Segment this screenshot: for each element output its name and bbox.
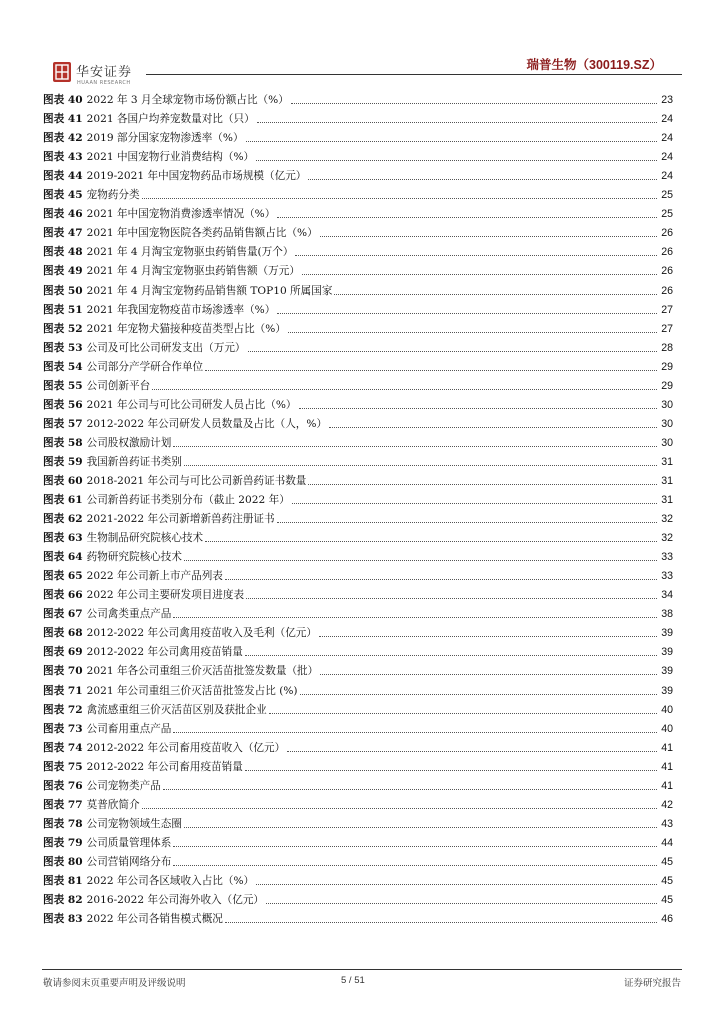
toc-entry[interactable] [43,412,673,431]
toc-entry-page: 33 [661,551,673,564]
toc-dot-leader [287,750,657,752]
toc-entry[interactable] [43,717,673,736]
toc-entry-title: 2021 年宠物犬猫接种疫苗类型占比（%） [86,322,286,335]
toc-entry-title: 2021-2022 年公司新增新兽药注册证书 [86,513,275,526]
toc-entry[interactable] [43,678,673,697]
toc-entry-label: 图表 53 [43,341,83,354]
figure-index [43,88,673,926]
toc-entry-page: 41 [661,760,673,773]
toc-dot-leader [184,559,657,561]
toc-entry-page: 45 [661,894,673,907]
toc-entry-title: 2012-2022 年公司禽用疫苗销量 [86,646,243,659]
toc-entry-page: 26 [661,284,673,297]
toc-entry-label: 图表 75 [43,760,83,773]
toc-dot-leader [295,254,657,256]
toc-dot-leader [163,788,657,790]
toc-entry[interactable] [43,88,673,107]
toc-entry-title: 2021 年公司重组三价灭活苗批签发占比 (%) [86,684,298,697]
page-header [0,0,724,90]
toc-entry-label: 图表 73 [43,722,83,735]
toc-entry-label: 图表 77 [43,798,83,811]
toc-entry-page: 32 [661,513,673,526]
toc-entry-label: 图表 57 [43,417,83,430]
toc-entry[interactable] [43,431,673,450]
toc-entry-label: 图表 78 [43,817,83,830]
toc-entry-title: 禽流感重组三价灭活苗区别及获批企业 [86,703,267,716]
toc-entry-page: 44 [661,836,673,849]
toc-entry-page: 46 [661,913,673,926]
toc-entry[interactable] [43,888,673,907]
toc-entry-page: 32 [661,532,673,545]
toc-entry-page: 33 [661,570,673,583]
toc-entry-label: 图表 51 [43,303,83,316]
toc-entry-title: 2012-2022 年公司畜用疫苗收入（亿元） [86,741,286,754]
toc-entry-page: 27 [661,322,673,335]
toc-entry[interactable] [43,869,673,888]
toc-dot-leader [308,178,657,180]
toc-entry-label: 图表 81 [43,874,83,887]
toc-entry-title: 2021 年 4 月淘宝宠物驱虫药销售量(万个） [86,246,294,259]
toc-entry-page: 45 [661,874,673,887]
toc-entry[interactable] [43,793,673,812]
toc-dot-leader [142,807,657,809]
toc-entry[interactable] [43,393,673,412]
toc-entry[interactable] [43,583,673,602]
page-number: 5 / 51 [341,975,365,986]
toc-entry-page: 28 [661,341,673,354]
toc-entry-title: 2022 年 3 月全球宠物市场份额占比（%） [86,94,289,107]
toc-dot-leader [184,826,657,828]
toc-entry[interactable] [43,640,673,659]
toc-dot-leader [277,312,657,314]
toc-entry-page: 26 [661,246,673,259]
toc-entry-title: 2022 年公司新上市产品列表 [86,570,223,583]
toc-entry-label: 图表 44 [43,170,83,183]
toc-dot-leader [320,235,657,237]
toc-entry[interactable] [43,107,673,126]
toc-dot-leader [277,216,657,218]
toc-entry-title: 公司宠物领域生态圈 [86,817,182,830]
toc-entry-label: 图表 42 [43,132,83,145]
toc-entry[interactable] [43,355,673,374]
toc-entry-label: 图表 54 [43,360,83,373]
stock-code: （300119.SZ） [576,58,662,72]
toc-entry[interactable] [43,336,673,355]
toc-entry-label: 图表 50 [43,284,83,297]
company-title [527,55,662,73]
toc-entry-title: 2021 年中国宠物医院各类药品销售额占比（%） [86,227,318,240]
toc-entry-label: 图表 62 [43,513,83,526]
toc-dot-leader [173,445,657,447]
toc-entry-page: 42 [661,798,673,811]
toc-entry[interactable] [43,126,673,145]
toc-entry-title: 2021 年中国宠物消费渗透率情况（%） [86,208,276,221]
toc-entry-page: 39 [661,627,673,640]
toc-dot-leader [320,673,657,675]
toc-dot-leader [173,731,657,733]
toc-entry[interactable] [43,526,673,545]
toc-entry-label: 图表 45 [43,189,83,202]
toc-dot-leader [225,578,657,580]
toc-dot-leader [256,159,657,161]
toc-dot-leader [329,426,657,428]
toc-dot-leader [152,388,657,390]
toc-entry[interactable] [43,202,673,221]
toc-entry-title: 我国新兽药证书类别 [86,455,182,468]
header-divider [146,74,682,75]
toc-dot-leader [300,693,657,695]
toc-entry-label: 图表 74 [43,741,83,754]
toc-entry-title: 公司新兽药证书类别分布（截止 2022 年） [86,494,290,507]
toc-dot-leader [225,921,657,923]
toc-entry-label: 图表 47 [43,227,83,240]
toc-entry-page: 34 [661,589,673,602]
toc-entry-title: 公司质量管理体系 [86,836,172,849]
toc-entry-label: 图表 80 [43,855,83,868]
toc-entry-title: 2021 年我国宠物疫苗市场渗透率（%） [86,303,276,316]
toc-entry-title: 2012-2022 年公司研发人员数量及占比（人，%） [86,417,328,430]
toc-entry[interactable] [43,698,673,717]
toc-entry-page: 30 [661,436,673,449]
toc-entry-page: 40 [661,722,673,735]
toc-entry-title: 公司宠物类产品 [86,779,161,792]
toc-entry-page: 26 [661,265,673,278]
footer-disclaimer: 敬请参阅末页重要声明及评级说明 [43,978,186,989]
toc-entry[interactable] [43,621,673,640]
toc-entry-label: 图表 70 [43,665,83,678]
toc-entry-title: 公司部分产学研合作单位 [86,360,204,373]
toc-dot-leader [142,197,657,199]
toc-entry-label: 图表 43 [43,151,83,164]
company-name: 瑞普生物 [526,57,577,72]
toc-dot-leader [246,597,657,599]
toc-entry[interactable] [43,278,673,297]
toc-entry[interactable] [43,774,673,793]
toc-entry[interactable] [43,564,673,583]
toc-entry-title: 2021 中国宠物行业消费结构（%） [86,151,255,164]
toc-entry-title: 2021 各国户均养宠数量对比（只） [86,113,255,126]
toc-entry-page: 43 [661,817,673,830]
toc-dot-leader [173,864,657,866]
toc-entry-title: 公司创新平台 [86,379,151,392]
toc-dot-leader [173,845,657,847]
toc-entry-title: 2021 年 4 月淘宝宠物药品销售额 TOP10 所属国家 [86,284,333,297]
toc-entry-label: 图表 83 [43,913,83,926]
toc-entry[interactable] [43,907,673,926]
toc-dot-leader [308,483,657,485]
logo-text: 华安证券 [76,65,133,80]
toc-entry-page: 24 [661,170,673,183]
toc-entry[interactable] [43,755,673,774]
footer-divider [42,969,682,970]
toc-entry-page: 31 [661,455,673,468]
toc-entry[interactable] [43,145,673,164]
toc-entry-title: 2019-2021 年中国宠物药品市场规模（亿元） [86,170,307,183]
toc-entry-page: 24 [661,151,673,164]
toc-entry-label: 图表 76 [43,779,83,792]
toc-entry-page: 41 [661,741,673,754]
toc-entry-label: 图表 59 [43,455,83,468]
toc-entry-title: 公司及可比公司研发支出（万元） [86,341,246,354]
toc-entry[interactable] [43,545,673,564]
toc-entry-page: 39 [661,646,673,659]
toc-entry[interactable] [43,240,673,259]
toc-entry-page: 31 [661,474,673,487]
toc-entry-label: 图表 79 [43,836,83,849]
toc-entry[interactable] [43,221,673,240]
toc-entry-label: 图表 65 [43,570,83,583]
toc-dot-leader [288,331,657,333]
toc-entry-title: 2022 年公司各销售模式概况 [86,913,223,926]
toc-entry-label: 图表 49 [43,265,83,278]
toc-dot-leader [334,293,657,295]
toc-dot-leader [205,369,657,371]
toc-entry-title: 2021 年公司与可比公司研发人员占比（%） [86,398,297,411]
toc-entry-label: 图表 71 [43,684,83,697]
toc-dot-leader [291,102,657,104]
toc-entry-label: 图表 61 [43,494,83,507]
toc-entry-page: 24 [661,113,673,126]
toc-entry-label: 图表 48 [43,246,83,259]
toc-entry-label: 图表 60 [43,474,83,487]
toc-entry-title: 2018-2021 年公司与可比公司新兽药证书数量 [86,474,307,487]
report-type: 证券研究报告 [623,978,681,989]
toc-entry[interactable] [43,602,673,621]
toc-entry-title: 2021 年各公司重组三价灭活苗批签发数量（批） [86,665,319,678]
toc-dot-leader [299,407,657,409]
toc-entry-title: 2022 年公司各区域收入占比（%） [86,874,255,887]
toc-entry-title: 2012-2022 年公司畜用疫苗销量 [86,760,243,773]
toc-entry[interactable] [43,259,673,278]
toc-entry-page: 39 [661,684,673,697]
toc-dot-leader [292,502,657,504]
toc-entry-label: 图表 63 [43,532,83,545]
toc-entry-title: 公司营销网络分布 [86,855,172,868]
toc-entry[interactable] [43,374,673,393]
toc-entry-page: 40 [661,703,673,716]
toc-dot-leader [257,121,657,123]
toc-entry[interactable] [43,317,673,336]
toc-entry-label: 图表 58 [43,436,83,449]
toc-entry-title: 2021 年 4 月淘宝宠物驱虫药销售额（万元） [86,265,300,278]
toc-entry-page: 27 [661,303,673,316]
toc-entry-label: 图表 41 [43,113,83,126]
toc-entry-label: 图表 82 [43,894,83,907]
toc-dot-leader [277,521,657,523]
toc-entry-label: 图表 72 [43,703,83,716]
toc-dot-leader [269,712,657,714]
toc-entry[interactable] [43,812,673,831]
toc-dot-leader [205,540,657,542]
toc-entry[interactable] [43,183,673,202]
toc-dot-leader [184,464,657,466]
toc-entry[interactable] [43,469,673,488]
toc-dot-leader [256,883,657,885]
toc-dot-leader [319,635,657,637]
toc-entry-title: 2012-2022 年公司禽用疫苗收入及毛利（亿元） [86,627,317,640]
toc-entry-title: 2016-2022 年公司海外收入（亿元） [86,894,265,907]
toc-entry-page: 38 [661,608,673,621]
toc-entry-label: 图表 66 [43,589,83,602]
toc-entry-label: 图表 40 [43,94,83,107]
toc-entry-page: 45 [661,855,673,868]
toc-entry-label: 图表 55 [43,379,83,392]
toc-entry-page: 25 [661,208,673,221]
toc-entry[interactable] [43,507,673,526]
toc-entry[interactable] [43,298,673,317]
toc-entry[interactable] [43,736,673,755]
toc-entry-title: 生物制品研究院核心技术 [86,532,204,545]
toc-entry-title: 公司禽类重点产品 [86,608,172,621]
toc-entry-title: 公司股权激励计划 [86,436,172,449]
toc-entry-page: 31 [661,494,673,507]
toc-dot-leader [245,654,657,656]
toc-entry-title: 2022 年公司主要研发项目进度表 [86,589,245,602]
toc-entry-page: 23 [661,94,673,107]
toc-entry-title: 公司畜用重点产品 [86,722,172,735]
toc-entry[interactable] [43,850,673,869]
toc-entry-page: 24 [661,132,673,145]
toc-entry-label: 图表 68 [43,627,83,640]
toc-entry-title: 2019 部分国家宠物渗透率（%） [86,132,244,145]
toc-entry[interactable] [43,164,673,183]
toc-entry-page: 25 [661,189,673,202]
toc-entry-title: 宠物药分类 [86,189,140,202]
toc-entry-page: 30 [661,398,673,411]
toc-dot-leader [248,350,657,352]
company-logo-icon [53,62,71,82]
toc-entry-page: 39 [661,665,673,678]
toc-dot-leader [246,140,657,142]
toc-entry-label: 图表 46 [43,208,83,221]
toc-entry-page: 29 [661,360,673,373]
toc-dot-leader [302,273,657,275]
toc-entry-title: 药物研究院核心技术 [86,551,182,564]
toc-entry-page: 41 [661,779,673,792]
logo-subtext: HUAAN RESEARCH [77,80,131,86]
toc-dot-leader [245,769,657,771]
toc-entry-page: 26 [661,227,673,240]
toc-entry-title: 莫普欣简介 [86,798,140,811]
toc-entry-label: 图表 56 [43,398,83,411]
toc-entry[interactable] [43,831,673,850]
toc-entry[interactable] [43,659,673,678]
toc-entry-page: 30 [661,417,673,430]
toc-entry-label: 图表 52 [43,322,83,335]
toc-entry[interactable] [43,488,673,507]
toc-dot-leader [266,902,657,904]
toc-entry[interactable] [43,450,673,469]
toc-entry-label: 图表 64 [43,551,83,564]
toc-dot-leader [173,616,657,618]
toc-entry-label: 图表 67 [43,608,83,621]
toc-entry-label: 图表 69 [43,646,83,659]
toc-entry-page: 29 [661,379,673,392]
